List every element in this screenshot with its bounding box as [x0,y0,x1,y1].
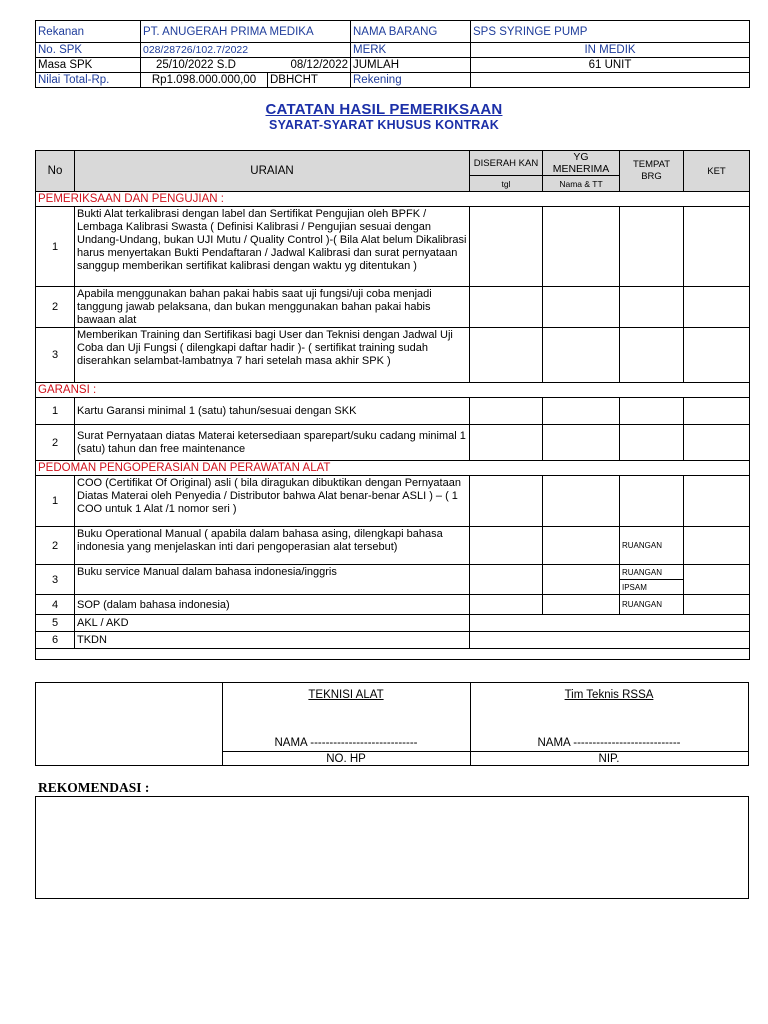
item-text: Memberikan Training dan Sertifikasi bagi User dan Teknisi dengan Jadwal Uji Coba dan Uji Fungsi ( dilengkapi daftar hadir )- ( sertifikat training sudah diserahkan selambat-lambatnya 7 hari setelah masa akhir SPK ) [75,328,470,383]
item-no: 6 [36,632,75,649]
cell-ket[interactable] [684,476,750,527]
col-no: No [36,151,75,192]
col-diserahkan: DISERAH KAN [470,151,543,176]
cell-tempat[interactable] [620,328,684,383]
item-text: Buku service Manual dalam bahasa indonesia/inggris [75,565,470,595]
cell-tempat[interactable] [620,398,684,425]
col-nama-tt: Nama & TT [543,176,620,192]
cell-diterima[interactable] [543,207,620,287]
cell-diterima[interactable] [543,328,620,383]
section-heading: PEDOMAN PENGOPERASIAN DAN PERAWATAN ALAT [36,461,750,476]
teknisi-phone-label: NO. HP [326,753,366,765]
item-text: AKL / AKD [75,615,470,632]
cell-diserahkan[interactable] [470,425,543,461]
item-text: Kartu Garansi minimal 1 (satu) tahun/sesuai dengan SKK [75,398,470,425]
item-text: TKDN [75,632,470,649]
nilai-label: Nilai Total-Rp. [36,73,141,88]
nilai-cell [141,73,351,88]
item-no: 3 [36,328,75,383]
empty-cell [470,632,750,649]
cell-diserahkan[interactable] [470,287,543,328]
cell-diterima[interactable] [543,527,620,565]
cell-ket[interactable] [684,595,750,615]
cell-tempat[interactable] [620,287,684,328]
merk-label: MERK [351,43,471,58]
teknisi-role: TEKNISI ALAT [308,689,384,701]
jumlah-value: 61 UNIT [471,58,750,73]
signature-tim [470,683,748,765]
item-text: Buku Operational Manual ( apabila dalam bahasa asing, dilengkapi bahasa indonesia yang menjelaskan inti dari pengoperasian alat tersebut) [75,527,470,565]
cell-tempat[interactable] [620,425,684,461]
merk-value: IN MEDIK [471,43,750,58]
rekening-label: Rekening [351,73,471,88]
cell-ket[interactable] [684,328,750,383]
spk-value: 028/28726/102.7/2022 [141,43,351,58]
section-heading: GARANSI : [36,383,750,398]
item-no: 4 [36,595,75,615]
masa-cell [141,58,351,73]
masa-end: 08/12/2022 [290,59,348,71]
col-ket: KET [684,151,750,192]
cell-diserahkan[interactable] [470,398,543,425]
item-text: Surat Pernyataan diatas Materai ketersediaan sparepart/suku cadang minimal 1 (satu) tahun dan free maintenance [75,425,470,461]
cell-diterima[interactable] [543,287,620,328]
tempat-value-2: IPSAM [620,580,684,595]
rekomendasi-label: REKOMENDASI : [38,780,150,795]
spk-label: No. SPK [36,43,141,58]
cell-diterima[interactable] [543,595,620,615]
tim-role: Tim Teknis RSSA [564,689,654,701]
nama-barang-value: SPS SYRINGE PUMP [471,21,750,43]
divider [470,751,748,752]
cell-ket[interactable] [684,425,750,461]
page-title: CATATAN HASIL PEMERIKSAAN [265,101,503,118]
tempat-value: RUANGAN [620,565,684,580]
page-subtitle: SYARAT-SYARAT KHUSUS KONTRAK [269,118,499,132]
empty-cell [470,615,750,632]
signature-block [35,682,749,766]
cell-diserahkan[interactable] [470,207,543,287]
teknisi-name-line[interactable]: NAMA ---------------------------- [274,737,418,749]
item-text: Bukti Alat terkalibrasi dengan label dan Sertifikat Pengujian oleh BPFK / Lembaga Kalibrasi Swasta ( Definisi Kalibrasi / Pengujian sesuai dengan Undang-Undang, bukan UJI Mutu / Quality Control )-( Bila Alat belum Dikalibrasi harus menyertakan Bukti Pendaftaran / Jadwal Kalibrasi dan surat pernyataan sanggup memberikan sertifikat kalibrasi dengan waktu yg ditentukan ) [75,207,470,287]
tim-nip-label: NIP. [598,753,620,765]
cell-ket[interactable] [684,565,750,595]
tempat-value: RUANGAN [620,595,684,615]
cell-ket[interactable] [684,398,750,425]
cell-tempat[interactable] [620,207,684,287]
col-tgl: tgl [470,176,543,192]
rekening-value [471,73,750,88]
cell-ket[interactable] [684,207,750,287]
masa-value: 25/10/2022 S.D [156,59,236,71]
nama-barang-label: NAMA BARANG [351,21,471,43]
checklist-table [35,150,750,660]
masa-label: Masa SPK [36,58,141,73]
spacer-row [36,649,750,660]
col-tempat: TEMPAT BRG [620,151,684,192]
item-no: 1 [36,207,75,287]
cell-diterima[interactable] [543,476,620,527]
contract-info-table [35,20,750,88]
cell-diterima[interactable] [543,565,620,595]
item-no: 3 [36,565,75,595]
rekanan-value: PT. ANUGERAH PRIMA MEDIKA [141,21,351,43]
item-no: 2 [36,425,75,461]
section-heading: PEMERIKSAAN DAN PENGUJIAN : [36,192,750,207]
rekanan-label: Rekanan [36,21,141,43]
cell-tempat[interactable] [620,476,684,527]
cell-diserahkan[interactable] [470,565,543,595]
item-no: 1 [36,476,75,527]
col-yg-menerima: YG MENERIMA [543,151,620,176]
item-text: SOP (dalam bahasa indonesia) [75,595,470,615]
cell-diserahkan[interactable] [470,527,543,565]
tempat-value: RUANGAN [620,527,684,565]
tim-name-line[interactable]: NAMA ---------------------------- [537,737,681,749]
jumlah-label: JUMLAH [351,58,471,73]
cell-diterima[interactable] [543,398,620,425]
cell-ket[interactable] [684,527,750,565]
divider [222,751,470,752]
rekomendasi-box[interactable] [35,796,749,899]
item-no: 1 [36,398,75,425]
item-text: COO (Certifikat Of Original) asli ( bila diragukan dibuktikan dengan Pernyataan Diatas Materai oleh Penyedia / Distributor bahwa Alat benar-benar ASLI ) – ( 1 COO untuk 1 Alat /1 nomor seri ) [75,476,470,527]
cell-diserahkan[interactable] [470,328,543,383]
signature-blank [36,683,223,765]
cell-diserahkan[interactable] [470,476,543,527]
col-uraian: URAIAN [75,151,470,192]
cell-diterima[interactable] [543,425,620,461]
item-no: 2 [36,527,75,565]
signature-teknisi [222,683,471,765]
item-text: Apabila menggunakan bahan pakai habis saat uji fungsi/uji coba menjadi tanggung jawab pelaksana, dan bukan menggunakan bahan pakai habis bawaan alat [75,287,470,328]
item-no: 5 [36,615,75,632]
item-no: 2 [36,287,75,328]
nilai-value: Rp1.098.000.000,00 [151,74,257,86]
dbhcht: DBHCHT [267,73,318,87]
cell-diserahkan[interactable] [470,595,543,615]
cell-ket[interactable] [684,287,750,328]
